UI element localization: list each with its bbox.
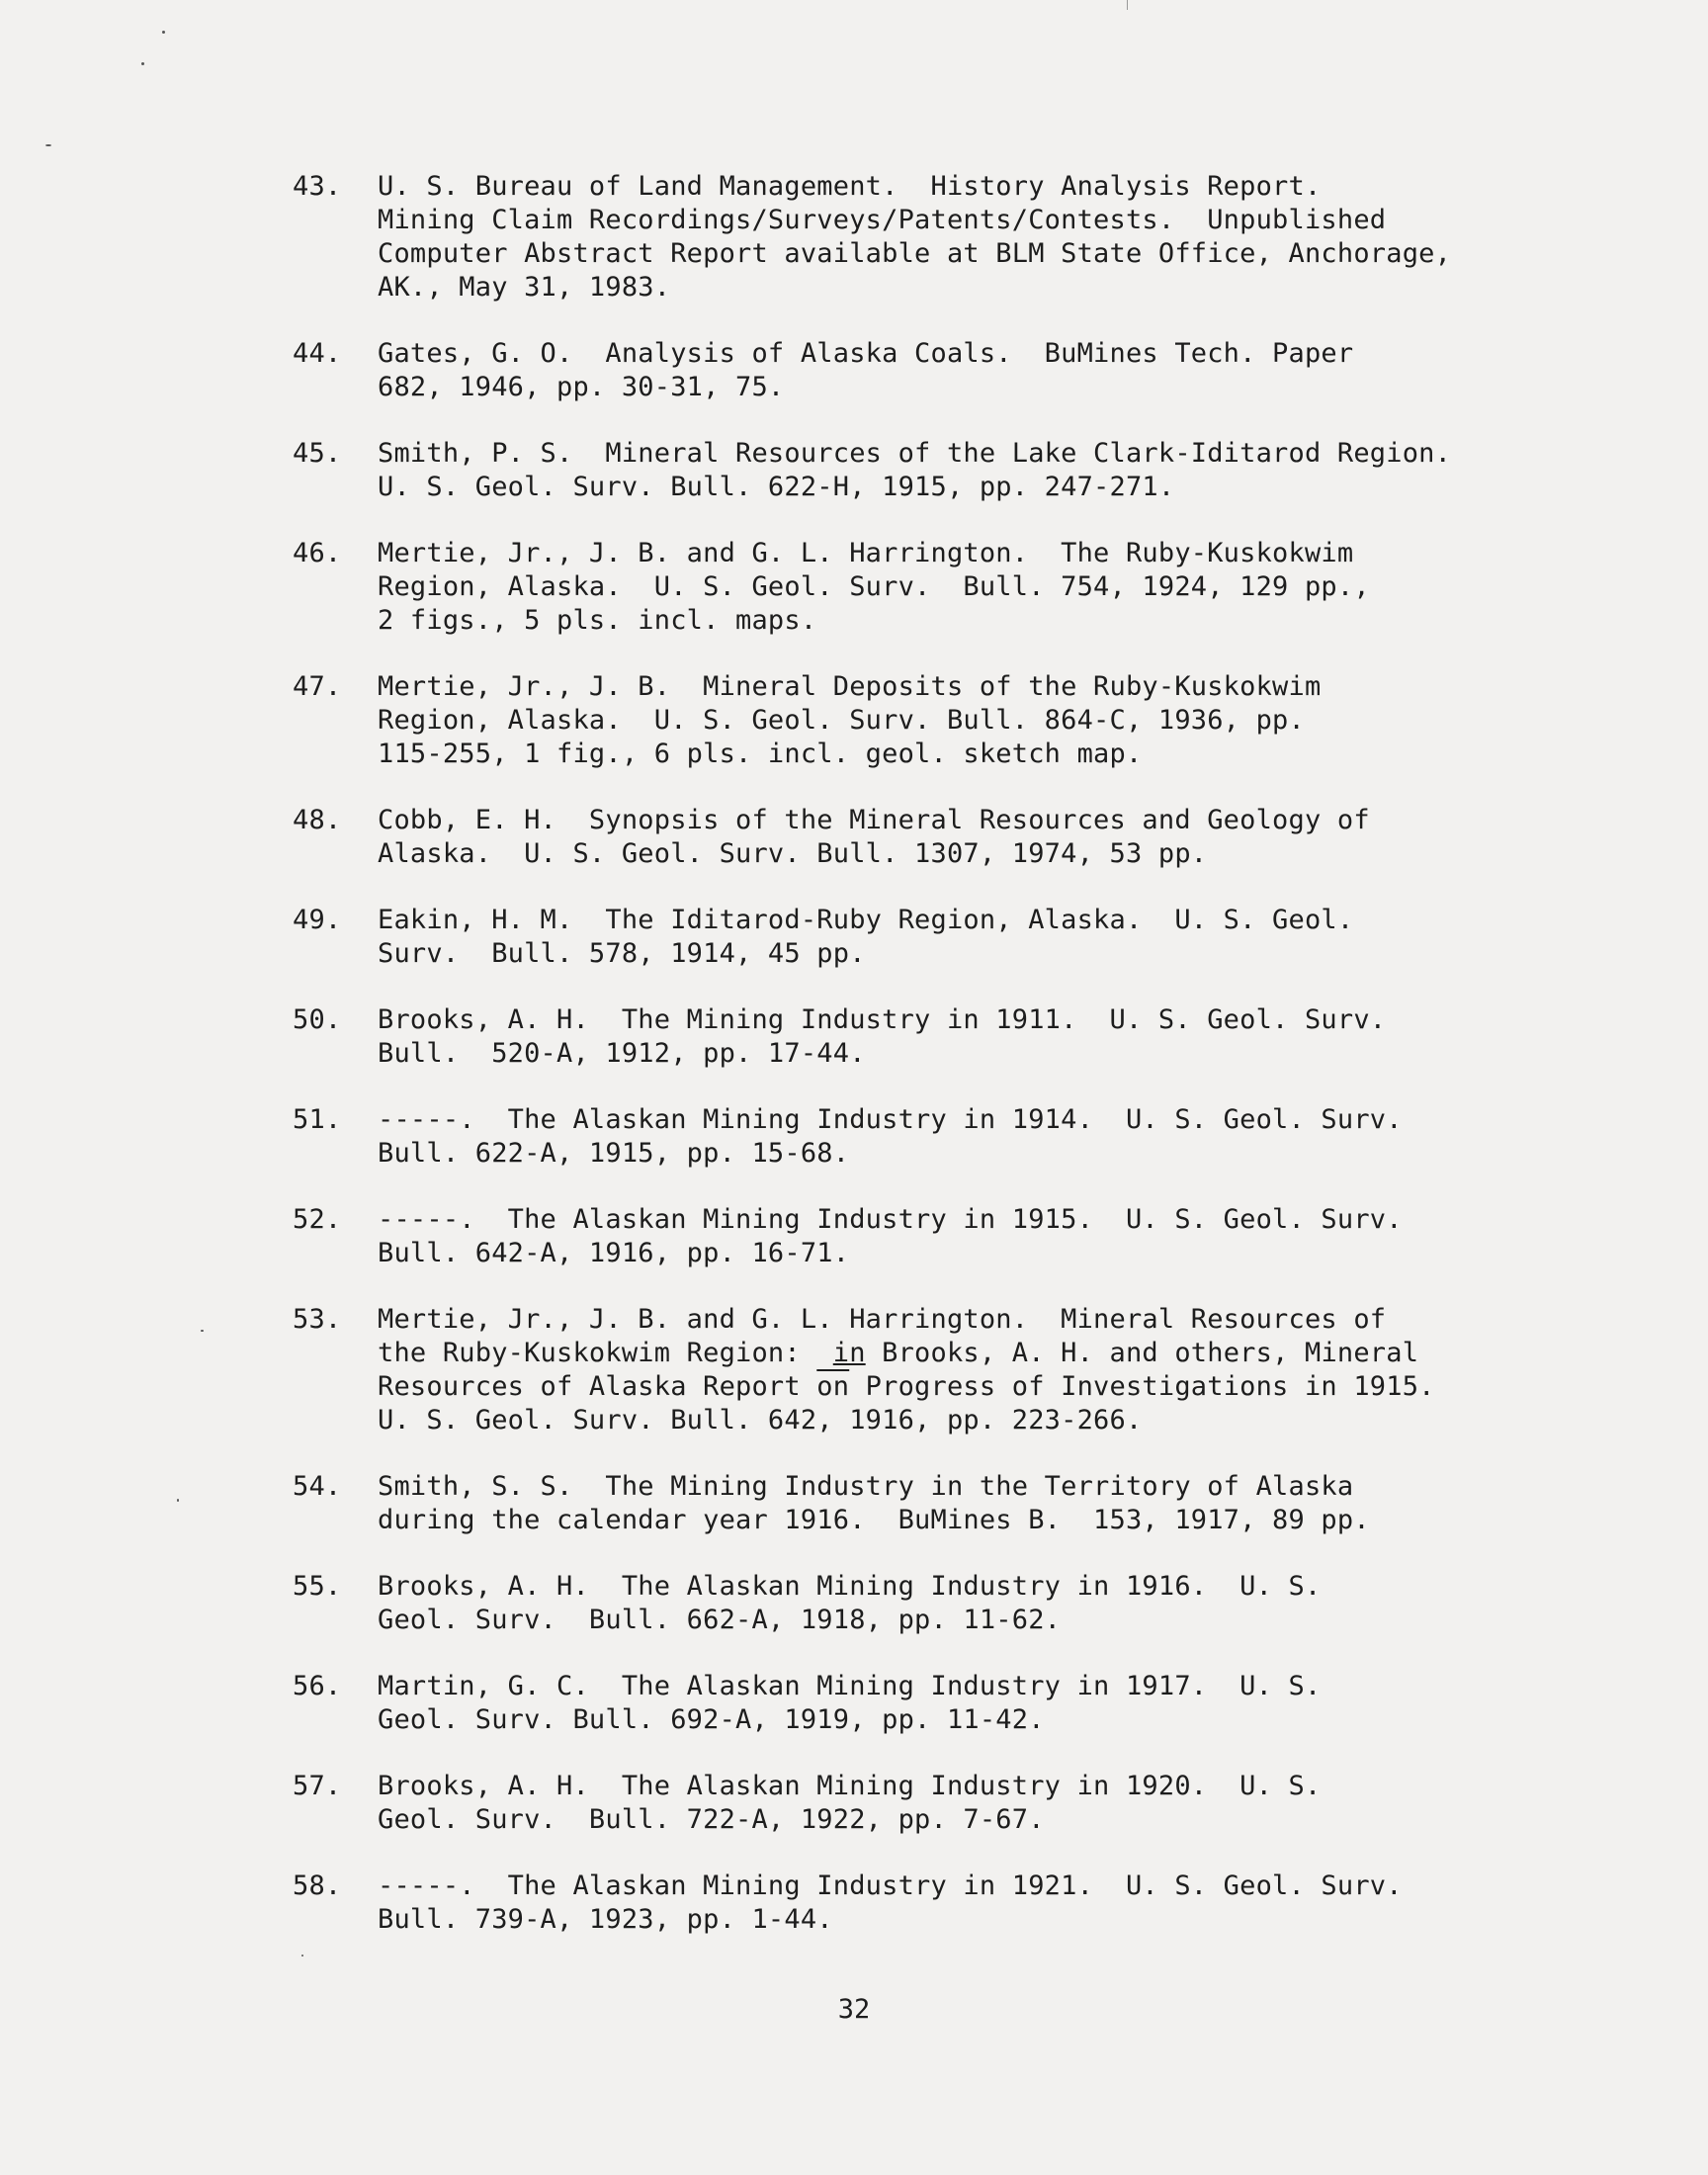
reference-entry [293, 537, 1528, 638]
reference-number: 58. [293, 1870, 342, 1901]
reference-line: U. S. Geol. Surv. Bull. 622-H, 1915, pp. 247-271. [378, 472, 1175, 502]
scan-speck [141, 62, 144, 65]
reference-number: 57. [293, 1771, 342, 1801]
scan-speck [177, 1499, 179, 1502]
reference-number: 43. [293, 171, 342, 202]
reference-line: Geol. Surv. Bull. 722-A, 1922, pp. 7-67. [378, 1804, 1045, 1835]
reference-line: during the calendar year 1916. BuMines B. 153, 1917, 89 pp. [378, 1505, 1370, 1535]
reference-line: 682, 1946, pp. 30-31, 75. [378, 372, 785, 402]
reference-line: Brooks, A. H. The Alaskan Mining Industry in 1920. U. S. [378, 1771, 1322, 1801]
reference-entry [293, 1003, 1528, 1071]
reference-line: Region, Alaska. U. S. Geol. Surv. Bull. 754, 1924, 129 pp., [378, 571, 1370, 602]
reference-line: Eakin, H. M. The Iditarod-Ruby Region, Alaska. U. S. Geol. [378, 905, 1354, 935]
reference-line: Surv. Bull. 578, 1914, 45 pp. [378, 938, 866, 969]
reference-entry [293, 1470, 1528, 1537]
reference-line: Brooks, A. H. The Mining Industry in 1911. U. S. Geol. Surv. [378, 1004, 1387, 1035]
reference-entry [293, 804, 1528, 871]
reference-number: 44. [293, 338, 342, 369]
reference-entry [293, 1770, 1528, 1837]
reference-line: Bull. 739-A, 1923, pp. 1-44. [378, 1904, 833, 1935]
reference-number: 55. [293, 1571, 342, 1602]
reference-number: 51. [293, 1104, 342, 1135]
reference-line: Computer Abstract Report available at BLM State Office, Anchorage, [378, 238, 1452, 269]
reference-entry [293, 1670, 1528, 1737]
reference-entry [293, 1570, 1528, 1637]
reference-line: Smith, S. S. The Mining Industry in the Territory of Alaska [378, 1471, 1354, 1502]
reference-line: U. S. Geol. Surv. Bull. 642, 1916, pp. 223-266. [378, 1405, 1143, 1436]
reference-entry [293, 1203, 1528, 1270]
reference-line: AK., May 31, 1983. [378, 272, 671, 303]
reference-line: Martin, G. C. The Alaskan Mining Industry in 1917. U. S. [378, 1671, 1322, 1701]
reference-entry [293, 1103, 1528, 1171]
reference-list [293, 170, 1528, 1969]
reference-number: 47. [293, 671, 342, 702]
scan-speck [45, 144, 51, 146]
reference-line: Smith, P. S. Mineral Resources of the Lake Clark-Iditarod Region. [378, 438, 1452, 469]
reference-line: the Ruby-Kuskokwim Region: in Brooks, A. H. and others, Mineral [378, 1338, 1419, 1368]
reference-number: 49. [293, 905, 342, 935]
reference-entry [293, 904, 1528, 971]
reference-line: Region, Alaska. U. S. Geol. Surv. Bull. 864-C, 1936, pp. [378, 705, 1305, 736]
reference-entry [293, 1870, 1528, 1937]
reference-number: 48. [293, 805, 342, 835]
reference-number: 46. [293, 538, 342, 568]
reference-entry [293, 1303, 1528, 1437]
reference-entry [293, 670, 1528, 771]
reference-number: 53. [293, 1304, 342, 1335]
reference-line: Bull. 622-A, 1915, pp. 15-68. [378, 1138, 850, 1169]
reference-line: Mertie, Jr., J. B. and G. L. Harrington. Mineral Resources of [378, 1304, 1387, 1335]
scan-speck [162, 31, 165, 34]
reference-line: -----. The Alaskan Mining Industry in 1921. U. S. Geol. Surv. [378, 1870, 1403, 1901]
reference-line: -----. The Alaskan Mining Industry in 1915. U. S. Geol. Surv. [378, 1204, 1403, 1235]
reference-line: Mertie, Jr., J. B. Mineral Deposits of the Ruby-Kuskokwim [378, 671, 1322, 702]
reference-line: Geol. Surv. Bull. 662-A, 1918, pp. 11-62. [378, 1605, 1062, 1635]
reference-number: 52. [293, 1204, 342, 1235]
reference-entry [293, 170, 1528, 304]
underlined-word: in [832, 1338, 866, 1368]
reference-number: 45. [293, 438, 342, 469]
reference-line: U. S. Bureau of Land Management. History Analysis Report. [378, 171, 1322, 202]
reference-line: Alaska. U. S. Geol. Surv. Bull. 1307, 1974, 53 pp. [378, 838, 1208, 869]
reference-number: 56. [293, 1671, 342, 1701]
reference-line: Mertie, Jr., J. B. and G. L. Harrington. The Ruby-Kuskokwim [378, 538, 1354, 568]
scan-mark [1127, 0, 1128, 10]
reference-line: Bull. 642-A, 1916, pp. 16-71. [378, 1238, 850, 1268]
reference-line: 2 figs., 5 pls. incl. maps. [378, 605, 817, 636]
reference-line: Gates, G. O. Analysis of Alaska Coals. BuMines Tech. Paper [378, 338, 1354, 369]
reference-line: Resources of Alaska Report $\overline{on}$ Progress of Investigations in 1915. [378, 1371, 1435, 1402]
reference-line: Mining Claim Recordings/Surveys/Patents/Contests. Unpublished [378, 205, 1387, 235]
reference-number: 54. [293, 1471, 342, 1502]
reference-line: Cobb, E. H. Synopsis of the Mineral Resources and Geology of [378, 805, 1370, 835]
scan-speck [201, 1330, 204, 1332]
reference-line: Bull. 520-A, 1912, pp. 17-44. [378, 1038, 866, 1069]
reference-line: -----. The Alaskan Mining Industry in 1914. U. S. Geol. Surv. [378, 1104, 1403, 1135]
reference-line: 115-255, 1 fig., 6 pls. incl. geol. sketch map. [378, 739, 1143, 769]
reference-line: Brooks, A. H. The Alaskan Mining Industry in 1916. U. S. [378, 1571, 1322, 1602]
overlined-word: $\overline{on}$ [816, 1371, 850, 1402]
reference-entry [293, 437, 1528, 504]
reference-line: Geol. Surv. Bull. 692-A, 1919, pp. 11-42. [378, 1704, 1045, 1735]
reference-entry [293, 337, 1528, 404]
page-number: 32 [837, 1994, 871, 2025]
reference-number: 50. [293, 1004, 342, 1035]
